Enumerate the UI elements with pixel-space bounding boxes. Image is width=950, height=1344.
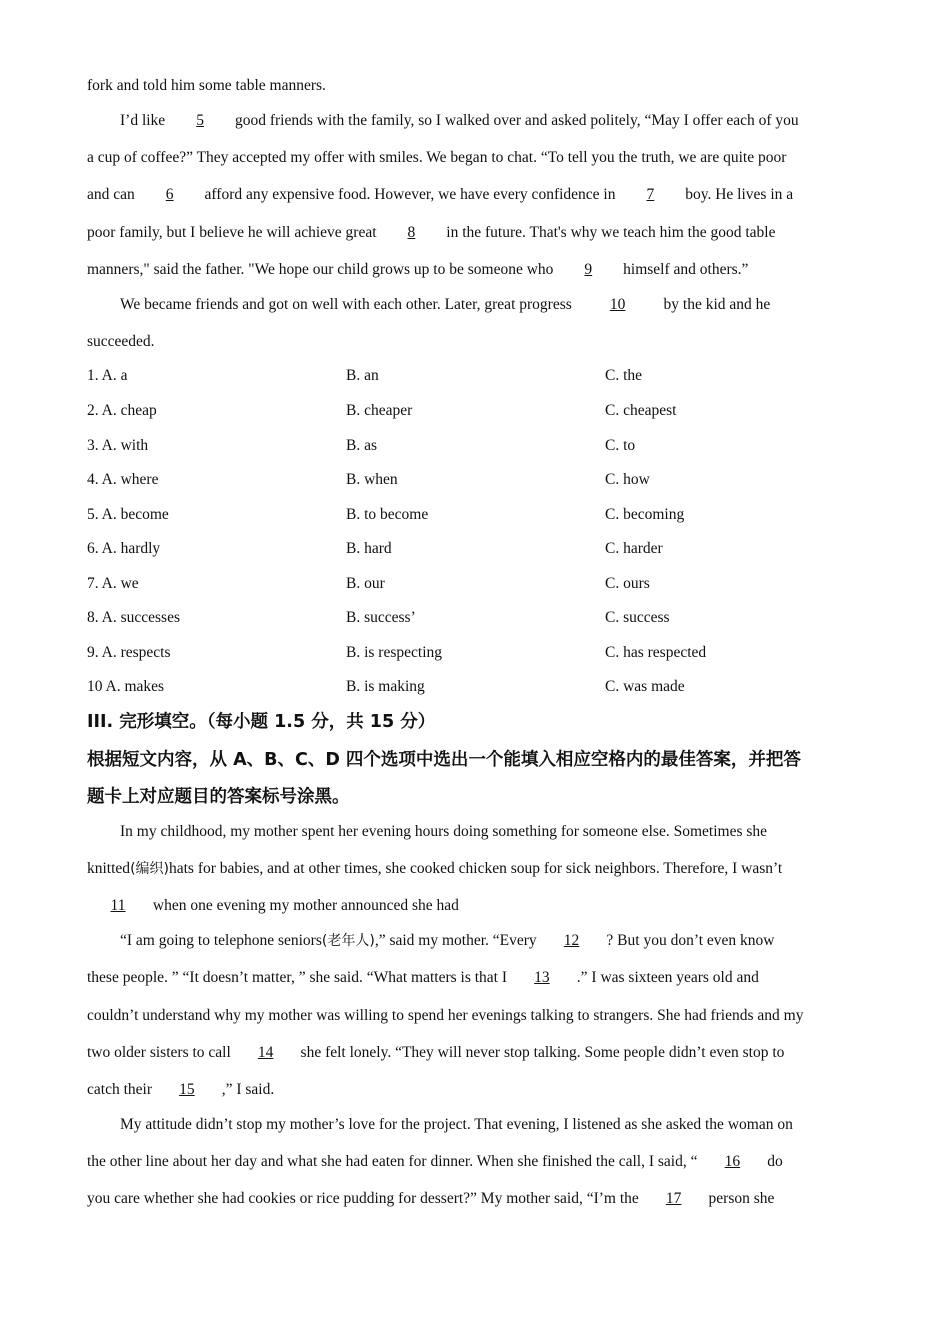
passage-line: knitted(编织)hats for babies, and at other times, she cooked chicken soup for sick neighbors. Therefore, I wasn’t [87,860,783,877]
option-a: 10 A. makes [87,678,165,695]
passage-line: these people. ” “It doesn’t matter, ” she said. “What matters is that I 13 .” I was sixteen years old and [87,969,759,986]
blank-11: 11 [110,897,126,914]
blank-15: 15 [179,1081,195,1098]
option-c: C. cheapest [605,402,677,419]
passage-line: and can 6 afford any expensive food. However, we have every confidence in 7 boy. He lives in a [87,186,794,203]
passage-line: a cup of coffee?” They accepted my offer with smiles. We began to chat. “To tell you the truth, we are quite poor [87,149,787,166]
blank-12: 12 [563,932,580,949]
passage-line: poor family, but I believe he will achieve great 8 in the future. That's why we teach him the good table [87,224,776,241]
option-c: C. harder [605,540,663,557]
section-instructions: 题卡上对应题目的答案标号涂黑。 [87,787,350,807]
passage-line: I’d like 5 good friends with the family, so I walked over and asked politely, “May I offer each of you [120,112,799,129]
option-c: C. to [605,437,636,454]
option-c: C. the [605,367,643,384]
passage-line: 11 when one evening my mother announced she had [87,896,459,916]
option-b: B. to become [346,506,429,523]
option-c: C. how [605,471,650,488]
passage-line: succeeded. [87,333,155,350]
option-b: B. as [346,437,377,454]
passage-line: catch their 15 ,” I said. [87,1081,275,1098]
passage-line: My attitude didn’t stop my mother’s love for the project. That evening, I listened as she asked the woman on [120,1116,793,1133]
blank-13: 13 [534,969,550,986]
option-b: B. our [346,575,385,592]
blank-16: 16 [724,1153,741,1170]
blank-5: 5 [196,112,204,129]
passage-line: manners," said the father. "We hope our child grows up to be someone who 9 himself and others.” [87,261,749,278]
option-a: 5. A. become [87,506,169,523]
option-b: B. when [346,471,398,488]
option-a: 2. A. cheap [87,402,157,419]
blank-10: 10 [609,296,626,313]
section-title: III. 完形填空。（每小题 1.5 分，共 15 分） [87,712,436,732]
option-c: C. has respected [605,644,707,661]
option-a: 7. A. we [87,575,139,592]
option-b: B. is respecting [346,644,442,661]
option-a: 8. A. successes [87,609,180,626]
option-b: B. success’ [346,609,416,626]
passage-line: In my childhood, my mother spent her evening hours doing something for someone else. Sometimes she [120,823,768,840]
passage-line: two older sisters to call 14 she felt lonely. “They will never stop talking. Some people didn’t even stop to [87,1044,785,1061]
option-c: C. success [605,609,670,626]
blank-17: 17 [665,1190,682,1207]
option-c: C. becoming [605,506,685,523]
option-a: 3. A. with [87,437,149,454]
option-c: C. was made [605,678,685,695]
option-a: 4. A. where [87,471,159,488]
passage-line: couldn’t understand why my mother was willing to spend her evenings talking to strangers. She had friends and my [87,1007,804,1024]
option-a: 6. A. hardly [87,540,161,557]
option-a: 9. A. respects [87,644,171,661]
passage-line: the other line about her day and what she had eaten for dinner. When she finished the call, I said, “ 16 do [87,1153,783,1170]
option-c: C. ours [605,575,650,592]
option-a: 1. A. a [87,367,128,384]
blank-8: 8 [407,224,416,241]
blank-6: 6 [165,186,174,203]
option-b: B. is making [346,678,425,695]
passage-line: “I am going to telephone seniors(老年人),” said my mother. “Every 12 ? But you don’t even know [120,932,775,949]
blank-14: 14 [257,1044,274,1061]
option-b: B. cheaper [346,402,413,419]
passage-line: We became friends and got on well with each other. Later, great progress 10 by the kid and he [120,296,771,313]
blank-9: 9 [584,261,593,278]
option-b: B. an [346,367,379,384]
passage-line: fork and told him some table manners. [87,77,326,94]
passage-line: you care whether she had cookies or rice pudding for dessert?” My mother said, “I’m the 17 person she [87,1190,775,1207]
section-instructions: 根据短文内容，从 A、B、C、D 四个选项中选出一个能填入相应空格内的最佳答案，并把答 [87,750,801,770]
option-b: B. hard [346,540,392,557]
blank-7: 7 [646,186,655,203]
